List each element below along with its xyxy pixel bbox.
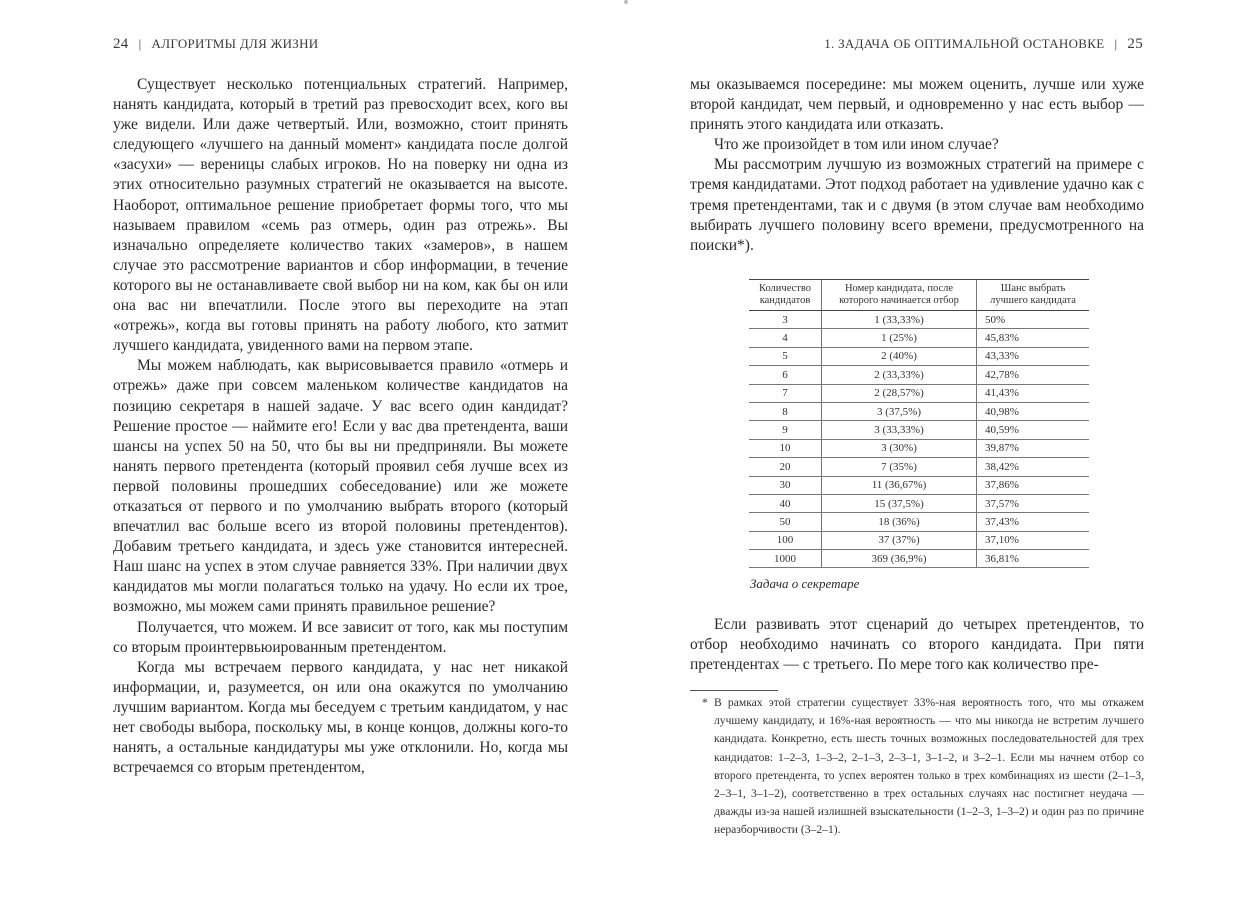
cell-candidates: 20	[749, 458, 822, 476]
right-body-text	[690, 75, 1144, 256]
cell-candidates: 4	[749, 329, 822, 347]
right-page-number: 25	[1127, 36, 1143, 52]
cell-candidates: 5	[749, 347, 822, 365]
cell-start-index: 7 (35%)	[822, 458, 977, 476]
paragraph-continuation: мы оказываемся посередине: мы можем оценить, лучше или хуже второй кандидат, чем первый, и одновременно у нас есть выбор — принять этого кандидата или отказать.	[690, 76, 1144, 134]
cell-start-index: 3 (30%)	[822, 439, 977, 457]
paragraph: Мы можем наблюдать, как вырисовывается правило «отмерь и отрежь» даже при совсем маленьком количестве кандидатов на позицию секретаря в нашей задаче. У вас всего один кандидат? Решение простое — наймите его! Если у вас два претендента, ваши шансы на успех 50 на 50, что бы вы ни предприняли. Вы можете нанять первого претендента (который проявил себя лучше всех из первой половины прошедших собеседование) или же можете отказаться от первого и по умолчанию выбрать второго (который впечатлил вас больше всего из второй половины претендентов). Добавим третьего кандидата, и здесь уже становится интересней. Наш шанс на успех в этом случае равняется 33%. При наличии двух кандидатов мы могли полагаться только на удачу. Но если их трое, возможно, мы можем сами принять правильное решение?	[113, 357, 568, 616]
paragraph: Мы рассмотрим лучшую из возможных стратегий на примере с тремя кандидатами. Этот подход работает на удивление удачно как с тремя претендентами, так и с двумя (в этом случае вам необходимо выбирать лучшего половину всего времени, предусмотренного на поиски*).	[690, 156, 1144, 254]
cell-chance: 37,57%	[977, 494, 1090, 512]
table-header-row	[749, 280, 1089, 311]
table-body	[749, 311, 1089, 568]
cell-chance: 42,78%	[977, 366, 1090, 384]
secretary-problem-table	[749, 279, 1089, 568]
table-row	[749, 402, 1089, 420]
paragraph: Существует несколько потенциальных стратегий. Например, нанять кандидата, который в третий раз превосходит всех, кого вы уже видели. Или даже четвертый. Или, возможно, стоит принять следующего «лучшего на данный момент» кандидата после долгой «засухи» — вереницы слабых игроков. Но на поверку ни одна из этих относительно разумных стратегий не оказывается на высоте. Наоборот, оптимальное решение приобретает формы того, что мы называем правилом «семь раз отмерь, один раз отрежь». Вы изначально определяете количество таких «замеров», в нашем случае это рассмотрение вариантов и сбор информации, в течение которого вы не останавливаете свой выбор ни на ком, как бы он или она вас ни впечатлили. После этого вы переходите на этап «отрежь», когда вы готовы принять на работу любого, кто затмит лучшего кандидата, увиденного вами на первом этапе.	[113, 76, 568, 355]
left-book-title: АЛГОРИТМЫ ДЛЯ ЖИЗНИ	[151, 36, 319, 51]
cell-chance: 40,98%	[977, 402, 1090, 420]
footnote-rule	[690, 690, 778, 691]
cell-candidates: 7	[749, 384, 822, 402]
table-row	[749, 366, 1089, 384]
left-running-head: 24 | АЛГОРИТМЫ ДЛЯ ЖИЗНИ	[113, 36, 319, 52]
cell-start-index: 369 (36,9%)	[822, 550, 977, 568]
paragraph: Получается, что можем. И все зависит от того, как мы поступим со вторым проинтервьюированным претендентом.	[113, 618, 568, 656]
cell-chance: 36,81%	[977, 550, 1090, 568]
left-page-number: 24	[113, 36, 129, 52]
cell-chance: 40,59%	[977, 421, 1090, 439]
cell-candidates: 6	[749, 366, 822, 384]
cell-candidates: 9	[749, 421, 822, 439]
table-row	[749, 347, 1089, 365]
cell-candidates: 30	[749, 476, 822, 494]
cell-chance: 38,42%	[977, 458, 1090, 476]
left-body-text	[113, 75, 568, 778]
table-row	[749, 311, 1089, 329]
footnote	[690, 694, 1144, 840]
cell-chance: 41,43%	[977, 384, 1090, 402]
right-chapter-title: 1. ЗАДАЧА ОБ ОПТИМАЛЬНОЙ ОСТАНОВКЕ	[824, 36, 1105, 51]
cell-candidates: 1000	[749, 550, 822, 568]
table-row	[749, 384, 1089, 402]
paragraph: Что же произойдет в том или ином случае?	[714, 136, 999, 154]
table-row	[749, 494, 1089, 512]
cell-start-index: 2 (40%)	[822, 347, 977, 365]
right-running-head: 1. ЗАДАЧА ОБ ОПТИМАЛЬНОЙ ОСТАНОВКЕ | 25	[824, 36, 1143, 52]
cell-chance: 39,87%	[977, 439, 1090, 457]
table-row	[749, 458, 1089, 476]
cell-chance: 37,10%	[977, 531, 1090, 549]
cell-start-index: 11 (36,67%)	[822, 476, 977, 494]
cell-start-index: 15 (37,5%)	[822, 494, 977, 512]
cell-start-index: 1 (25%)	[822, 329, 977, 347]
table-row	[749, 476, 1089, 494]
cell-start-index: 3 (37,5%)	[822, 402, 977, 420]
cell-start-index: 37 (37%)	[822, 531, 977, 549]
table-row	[749, 329, 1089, 347]
footnote-text: * В рамках этой стратегии существует 33%-ная вероятность того, что мы откажем лучшему кандидату, и 16%-ная вероятность — что мы никогда не встретим лучшего кандидата. Конкретно, есть шесть точных возможных последовательностей для трех кандидатов: 1–2–3, 1–3–2, 2–1–3, 2–3–1, 3–1–2, и 3–2–1. Если мы начнем отбор со второго претендента, то успех вероятен только в трех комбинациях из шести (2–1–3, 2–3–1, 3–1–2), соответственно в трех остальных случаях нас постигнет неудача — дважды из-за нашей излишней взыскательности (1–2–3, 1–3–2) и один раз по причине неразборчивости (3–2–1).	[702, 696, 1144, 837]
right-body-text-lower	[690, 615, 1144, 675]
cell-start-index: 1 (33,33%)	[822, 311, 977, 329]
cell-candidates: 100	[749, 531, 822, 549]
cell-candidates: 8	[749, 402, 822, 420]
cell-chance: 37,86%	[977, 476, 1090, 494]
cell-chance: 43,33%	[977, 347, 1090, 365]
cell-candidates: 50	[749, 513, 822, 531]
paragraph: Когда мы встречаем первого кандидата, у нас нет никакой информации, и, разумеется, он или она окажутся по умолчанию лучшим вариантом. Когда мы беседуем с третьим кандидатом, у нас нет свободы выбора, поскольку мы, в конце концов, должны кого-то нанять, а остальные кандидатуры мы уже отклонили. Но, когда мы встречаемся со вторым претендентом,	[113, 658, 568, 777]
column-header-start-index: Номер кандидата, после которого начинается отбор	[822, 280, 977, 311]
table-row	[749, 421, 1089, 439]
cell-start-index: 3 (33,33%)	[822, 421, 977, 439]
table-row	[749, 439, 1089, 457]
cell-start-index: 2 (28,57%)	[822, 384, 977, 402]
cell-candidates: 40	[749, 494, 822, 512]
table-row	[749, 550, 1089, 568]
cell-candidates: 10	[749, 439, 822, 457]
cell-chance: 50%	[977, 311, 1090, 329]
right-page	[628, 0, 1256, 900]
cell-start-index: 18 (36%)	[822, 513, 977, 531]
cell-candidates: 3	[749, 311, 822, 329]
cell-start-index: 2 (33,33%)	[822, 366, 977, 384]
table-caption: Задача о секретаре	[750, 576, 860, 591]
table-row	[749, 531, 1089, 549]
cell-chance: 37,43%	[977, 513, 1090, 531]
paragraph: Если развивать этот сценарий до четырех претендентов, то отбор необходимо начинать со второго кандидата. При пяти претендентах — с третьего. По мере того как количество пре-	[690, 616, 1144, 674]
column-header-candidates: Количество кандидатов	[749, 280, 822, 311]
cell-chance: 45,83%	[977, 329, 1090, 347]
table-row	[749, 513, 1089, 531]
column-header-chance: Шанс выбрать лучшего кандидата	[977, 280, 1090, 311]
